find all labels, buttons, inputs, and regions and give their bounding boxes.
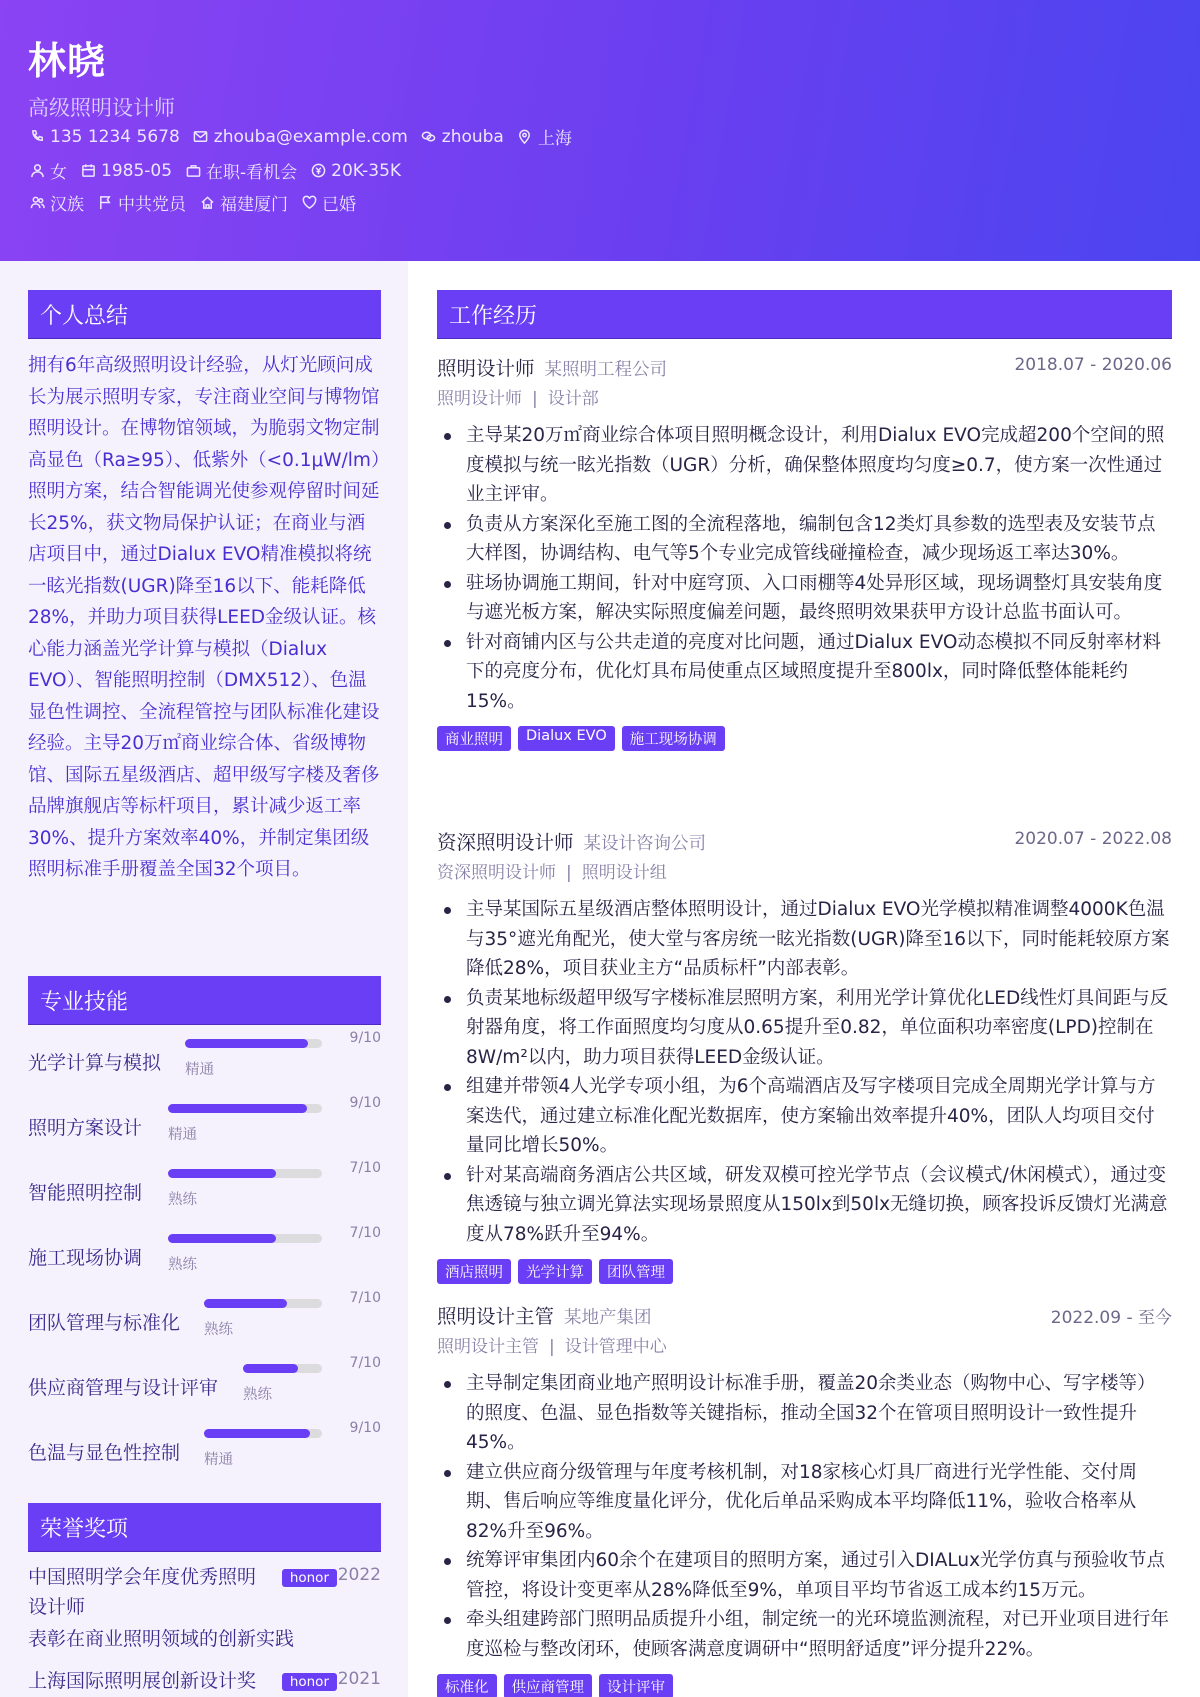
skill-score: 9/10 (349, 1030, 381, 1046)
job-achievements (437, 421, 1172, 716)
user-icon (28, 162, 46, 180)
skill-bar-fill (185, 1039, 308, 1048)
skill-name: 智能照明控制 (28, 1182, 143, 1204)
job-date: 2022.09 - 至今 (1050, 1308, 1172, 1328)
job-achievements (437, 895, 1172, 1249)
job-position: 资深照明设计师 (437, 831, 574, 854)
skill-level: 熟练 (168, 1192, 197, 1208)
skill-tag: 施工现场协调 (622, 726, 725, 751)
political-info: 中共党员 (96, 190, 186, 215)
skill-tag: 设计评审 (599, 1674, 673, 1697)
email-info: zhouba@example.com (192, 127, 408, 147)
contact-row (28, 124, 584, 149)
marital-info: 已婚 (300, 190, 356, 215)
honor-badge: honor (282, 1569, 337, 1587)
honor-year: 2022 (337, 1565, 381, 1585)
skill-level: 熟练 (168, 1257, 197, 1273)
skill-name: 照明方案设计 (28, 1117, 143, 1139)
achievement-item: 统筹评审集团内60余个在建项目的照明方案，通过引入DIALux光学仿真与预验收节点管控，将设计变更率从28%降低至9%，单项目平均节省返工成本约15万元。 (437, 1546, 1172, 1605)
location-info: 上海 (516, 124, 572, 149)
skill-score: 7/10 (349, 1225, 381, 1241)
skill-level: 精通 (168, 1127, 197, 1143)
skill-level: 熟练 (204, 1322, 233, 1338)
gender-info: 女 (28, 158, 67, 183)
job-entry (437, 353, 1172, 751)
skill-item (28, 1290, 381, 1355)
candidate-name: 林晓 (28, 39, 107, 83)
job-department: 照明设计组 (581, 863, 667, 883)
status-info: 在职-看机会 (184, 158, 297, 183)
achievement-item: 针对某高端商务酒店公共区域，研发双模可控光学节点（会议模式/休闲模式），通过变焦透镜与独立调光算法实现场景照度从150lx到50lx无缝切换，顾客投诉反馈灯光满意度从78%跃升至94%。 (437, 1161, 1172, 1250)
achievement-item: 组建并带领4人光学专项小组，为6个高端酒店及写字楼项目完成全周期光学计算与方案迭代，通过建立标准化配光数据库，使方案输出效率提升40%，团队人均项目交付量同比增长50%。 (437, 1072, 1172, 1161)
skill-bar-fill (168, 1234, 276, 1243)
skill-name: 色温与显色性控制 (28, 1442, 181, 1464)
skill-bar (204, 1299, 322, 1308)
skill-score: 9/10 (349, 1420, 381, 1436)
mail-icon (192, 128, 210, 146)
candidate-title: 高级照明设计师 (28, 96, 175, 120)
skill-name: 团队管理与标准化 (28, 1312, 181, 1334)
skill-level: 熟练 (243, 1387, 272, 1403)
achievement-item: 建立供应商分级管理与年度考核机制，对18家核心灯具厂商进行光学性能、交付周期、售后响应等维度量化评分，优化后单品采购成本平均降低11%，验收合格率从82%升至96%。 (437, 1458, 1172, 1547)
resume-header (0, 0, 1200, 261)
skill-level: 精通 (204, 1452, 233, 1468)
skill-bar (168, 1234, 322, 1243)
heart-icon (300, 194, 318, 212)
skill-bar-fill (243, 1364, 298, 1373)
wechat-icon (420, 128, 438, 146)
job-entry (437, 827, 1172, 1284)
honor-item (28, 1666, 381, 1696)
skill-score: 7/10 (349, 1290, 381, 1306)
skill-name: 施工现场协调 (28, 1247, 143, 1269)
job-date: 2020.07 - 2022.08 (1014, 829, 1172, 849)
wechat-info: zhouba (420, 127, 504, 147)
skill-bar (185, 1039, 322, 1048)
work-section-title: 工作经历 (437, 290, 1172, 338)
skill-bar-fill (204, 1429, 310, 1438)
achievement-item: 负责某地标级超甲级写字楼标准层照明方案，利用光学计算优化LED线性灯具间距与反射器角度，将工作面照度均匀度从0.65提升至0.82，单位面积功率密度(LPD)控制在8W/m²以内，助力项目获得LEED金级认证。 (437, 984, 1172, 1073)
skill-name: 光学计算与模拟 (28, 1052, 162, 1074)
skill-tag: 商业照明 (437, 726, 511, 751)
honor-description: 表彰在商业照明领域的创新实践 (28, 1628, 295, 1650)
job-tags (437, 726, 1172, 751)
job-date: 2018.07 - 2020.06 (1014, 355, 1172, 375)
ethnicity-info: 汉族 (28, 190, 84, 215)
job-role: 照明设计师 (437, 389, 522, 409)
location-icon (516, 128, 534, 146)
job-achievements (437, 1369, 1172, 1664)
job-position: 照明设计主管 (437, 1305, 555, 1328)
skill-score: 9/10 (349, 1095, 381, 1111)
salary-icon (309, 162, 327, 180)
honor-badge: honor (282, 1673, 337, 1691)
skill-tag: 团队管理 (599, 1259, 673, 1284)
skill-item (28, 1030, 381, 1095)
salary-info: 20K-35K (309, 161, 401, 181)
home-icon (198, 194, 216, 212)
skill-item (28, 1355, 381, 1420)
skill-tag: Dialux EVO (518, 726, 615, 751)
skill-score: 7/10 (349, 1355, 381, 1371)
skill-bar (243, 1364, 322, 1373)
job-role: 照明设计主管 (437, 1337, 539, 1357)
achievement-item: 主导某国际五星级酒店整体照明设计，通过Dialux EVO光学模拟精准调整4000K色温与35°遮光角配光，使大堂与客房统一眩光指数(UGR)降至16以下，同时能耗较原方案降低28%，项目获业主方“品质标杆”内部表彰。 (437, 895, 1172, 984)
skill-bar (168, 1169, 322, 1178)
job-header (437, 827, 1172, 857)
background-row (28, 190, 368, 215)
skill-level: 精通 (185, 1062, 214, 1078)
birth-info: 1985-05 (79, 161, 172, 181)
job-department: 设计管理中心 (564, 1337, 667, 1357)
achievement-item: 驻场协调施工期间，针对中庭穹顶、入口雨棚等4处异形区域，现场调整灯具安装角度与遮光板方案，解决实际照度偏差问题，最终照明效果获甲方设计总监书面认可。 (437, 569, 1172, 628)
job-header (437, 353, 1172, 383)
honor-item (28, 1562, 381, 1656)
flag-icon (96, 194, 114, 212)
phone-info: 135 1234 5678 (28, 127, 180, 147)
skills-section-title: 专业技能 (28, 976, 381, 1024)
skill-bar (204, 1429, 322, 1438)
job-department: 设计部 (547, 389, 599, 409)
honor-title: 中国照明学会年度优秀照明设计师 (28, 1566, 257, 1618)
skill-item (28, 1095, 381, 1160)
personal-row (28, 158, 413, 183)
job-position: 照明设计师 (437, 357, 535, 380)
calendar-icon (79, 162, 97, 180)
skill-score: 7/10 (349, 1160, 381, 1176)
honors-list (28, 1562, 381, 1696)
skill-bar-fill (168, 1169, 276, 1178)
job-entry (437, 1301, 1172, 1697)
skill-tag: 供应商管理 (504, 1674, 593, 1697)
skill-bar-fill (168, 1104, 307, 1113)
skill-item (28, 1420, 381, 1485)
skill-bar (168, 1104, 322, 1113)
skill-tag: 酒店照明 (437, 1259, 511, 1284)
skill-item (28, 1225, 381, 1290)
phone-icon (28, 128, 46, 146)
honor-year: 2021 (337, 1669, 381, 1689)
skill-tag: 标准化 (437, 1674, 497, 1697)
job-header (437, 1301, 1172, 1331)
job-company: 某设计咨询公司 (583, 834, 707, 854)
achievement-item: 负责从方案深化至施工图的全流程落地，编制包含12类灯具参数的选型表及安装节点大样图，协调结构、电气等5个专业完成管线碰撞检查，减少现场返工率达30%。 (437, 510, 1172, 569)
skill-tag: 光学计算 (518, 1259, 592, 1284)
achievement-item: 针对商铺内区与公共走道的亮度对比问题，通过Dialux EVO动态模拟不同反射率材料下的亮度分布，优化灯具布局使重点区域照度提升至800lx，同时降低整体能耗约15%。 (437, 628, 1172, 717)
summary-text: 拥有6年高级照明设计经验，从灯光顾问成长为展示照明专家，专注商业空间与博物馆照明设计。在博物馆领域，为脆弱文物定制高显色（Ra≥95）、低紫外（<0.1μW/lm）照明方案，结合智能调光使参观停留时间延长25%，获文物局保护认证；在商业与酒店项目中，通过Dialux EVO精准模拟将统一眩光指数(UGR)降至16以下、能耗降低28%，并助力项目获得LEED金级认证。核心能力涵盖光学计算与模拟（Dialux EVO）、智能照明控制（DMX512）、色温显色性调控、全流程管控与团队标准化建设经验。主导20万㎡商业综合体、省级博物馆、国际五星级酒店、超甲级写字楼及奢侈品牌旗舰店等标杆项目，累计减少返工率30%、提升方案效率40%，并制定集团级照明标准手册覆盖全国32个项目。 (28, 355, 381, 880)
job-subtitle: 照明设计师 | 设计部 (437, 389, 599, 409)
skill-bar-fill (204, 1299, 287, 1308)
job-tags (437, 1674, 1172, 1697)
job-subtitle: 资深照明设计师 | 照明设计组 (437, 863, 667, 883)
ethnicity-icon (28, 194, 46, 212)
skills-list (28, 1030, 381, 1485)
job-tags (437, 1259, 1172, 1284)
summary-section-title: 个人总结 (28, 290, 381, 338)
achievement-item: 牵头组建跨部门照明品质提升小组，制定统一的光环境监测流程，对已开业项目进行年度巡检与整改闭环，使顾客满意度调研中“照明舒适度”评分提升22%。 (437, 1605, 1172, 1664)
hometown-info: 福建厦门 (198, 190, 288, 215)
job-company: 某地产集团 (564, 1308, 652, 1328)
job-subtitle: 照明设计主管 | 设计管理中心 (437, 1337, 667, 1357)
achievement-item: 主导某20万㎡商业综合体项目照明概念设计，利用Dialux EVO完成超200个空间的照度模拟与统一眩光指数（UGR）分析，确保整体照度均匀度≥0.7，使方案一次性通过业主评审。 (437, 421, 1172, 510)
job-company: 某照明工程公司 (544, 360, 668, 380)
job-role: 资深照明设计师 (437, 863, 556, 883)
skill-name: 供应商管理与设计评审 (28, 1377, 219, 1399)
achievement-item: 主导制定集团商业地产照明设计标准手册，覆盖20余类业态（购物中心、写字楼等）的照度、色温、显色指数等关键指标，推动全国32个在管项目照明设计一致性提升45%。 (437, 1369, 1172, 1458)
briefcase-icon (184, 162, 202, 180)
honors-section-title: 荣誉奖项 (28, 1503, 381, 1551)
skill-item (28, 1160, 381, 1225)
honor-title: 上海国际照明展创新设计奖 (28, 1670, 257, 1692)
